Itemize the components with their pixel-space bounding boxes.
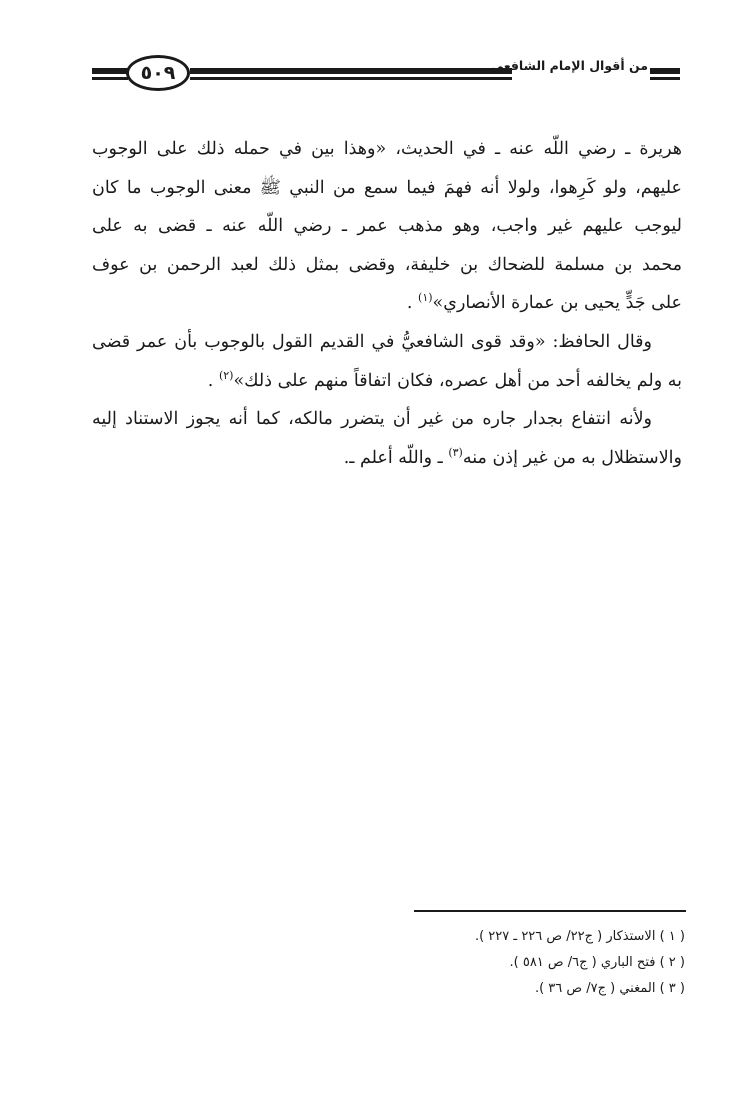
footnote-ref: (٢) bbox=[218, 368, 234, 382]
text-line bbox=[92, 362, 682, 401]
text-segment: به ولم يخالفه أحد من أهل عصره، فكان اتفاقاً منهم على ذلك» bbox=[233, 370, 682, 391]
text-line: ولأنه انتفاع بجدار جاره من غير أن يتضرر مالكه، كما أنه يجوز الاستناد إليه bbox=[92, 409, 652, 430]
footnote-ref: (١) bbox=[418, 291, 433, 305]
footnotes bbox=[360, 924, 685, 1002]
header-rule bbox=[92, 68, 128, 74]
text-segment: ـ واللّه أعلم ـ. bbox=[343, 447, 449, 468]
header-rule bbox=[92, 77, 128, 80]
header-rule bbox=[650, 68, 680, 74]
text-line: ليوجب عليهم غير واجب، وهو مذهب عمر ـ رضي اللّه عنه ـ قضى به على bbox=[92, 216, 682, 237]
header-rule bbox=[650, 77, 680, 80]
text-line: هريرة ـ رضي اللّه عنه ـ في الحديث، «وهذا بين في حمله ذلك على الوجوب bbox=[92, 139, 682, 159]
footnote-item: ( ٣ ) المغني ( ج٧/ ص ٣٦ ). bbox=[534, 981, 685, 996]
page-number: ٥٠٩ bbox=[140, 62, 176, 84]
text-line: محمد بن مسلمة للضحاك بن خليفة، وقضى بمثل ذلك لعبد الرحمن بن عوف bbox=[92, 254, 682, 275]
page-number-badge bbox=[126, 55, 190, 91]
text-line: عليهم، ولو كَرِهوا، ولولا أنه فهمَ فيما سمع من النبي ﷺ معنى الوجوب ما كان bbox=[92, 177, 682, 198]
text-line: وقال الحافظ: «وقد قوى الشافعيُّ في القديم القول بالوجوب بأن عمر قضى bbox=[92, 331, 652, 352]
page-header bbox=[92, 52, 680, 98]
text-segment: . bbox=[406, 293, 419, 314]
running-title: من أقوال الإمام الشافعي bbox=[491, 58, 648, 73]
main-text bbox=[92, 130, 682, 477]
header-rule bbox=[190, 68, 512, 74]
header-rule bbox=[190, 77, 512, 80]
footnote-ref: (٣) bbox=[448, 445, 463, 459]
footnote-item: ( ١ ) الاستذكار ( ج٢٢/ ص ٢٢٦ ـ ٢٢٧ ). bbox=[474, 929, 685, 944]
text-line bbox=[92, 439, 682, 478]
footnote-item: ( ٢ ) فتح الباري ( ج٦/ ص ٥٨١ ). bbox=[509, 955, 685, 970]
text-segment: . bbox=[207, 370, 219, 391]
footnote-separator bbox=[414, 910, 686, 912]
text-segment: على جَدٍّ يحيى بن عمارة الأنصاري» bbox=[432, 293, 682, 314]
text-line bbox=[92, 284, 682, 323]
text-segment: والاستظلال به من غير إذن منه bbox=[462, 447, 682, 468]
